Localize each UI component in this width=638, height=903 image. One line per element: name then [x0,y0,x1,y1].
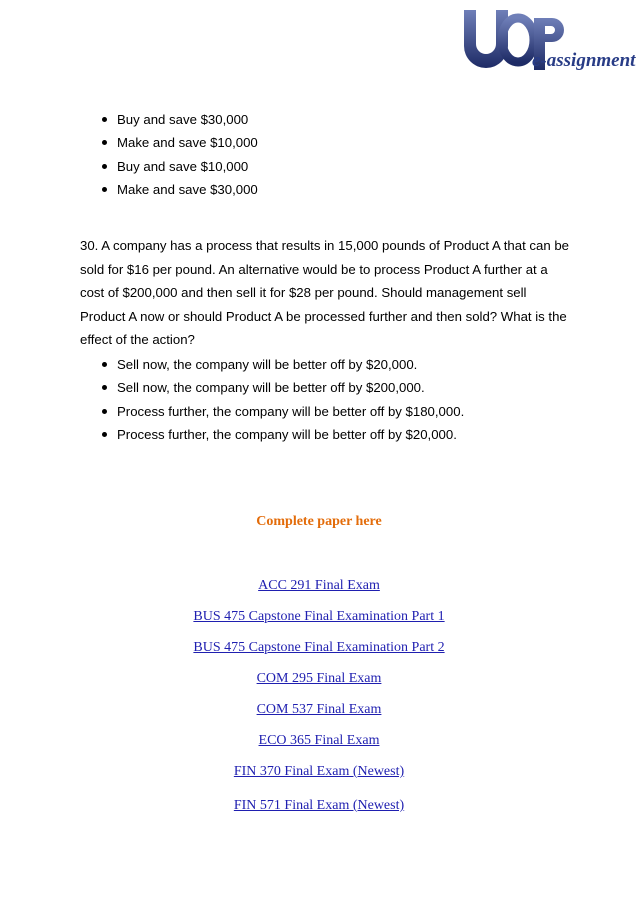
complete-paper-heading: Complete paper here [256,514,382,529]
uop-e-assignment-logo [462,4,636,74]
link-com-537[interactable]: COM 537 Final Exam [256,702,382,717]
link-acc-291[interactable]: ACC 291 Final Exam [258,578,380,593]
link-bus-475-part-1[interactable]: BUS 475 Capstone Final Examination Part 1 [193,609,445,624]
logo-tagline: e-assignment [532,50,636,71]
list-item: Process further, the company will be better off by $20,000. [80,423,464,446]
list-item: Process further, the company will be better off by $180,000. [80,400,464,423]
link-fin-571[interactable]: FIN 571 Final Exam (Newest) [233,798,405,813]
question-text: 30. A company has a process that results in 15,000 pounds of Product A that can be sold for $16 per pound. An alternative would be to process Product A further at a cost of $200,000 and then sell it for $28 per pound. Should management sell Product A now or should Product A be processed further and then sold? What is the effect of the action? [80,238,569,348]
list-item: Buy and save $30,000 [80,108,258,131]
list-item: Sell now, the company will be better off by $20,000. [80,353,464,376]
list-item: Sell now, the company will be better off by $200,000. [80,376,464,399]
link-eco-365[interactable]: ECO 365 Final Exam [258,733,380,748]
list-item: Make and save $10,000 [80,131,258,154]
link-bus-475-part-2[interactable]: BUS 475 Capstone Final Examination Part 2 [193,640,445,655]
link-fin-370[interactable]: FIN 370 Final Exam (Newest) [233,764,405,779]
answer-options-previous [80,108,258,201]
exam-links-list [0,576,638,827]
list-item: Buy and save $10,000 [80,155,258,178]
answer-options-question-30 [80,353,464,446]
link-com-295[interactable]: COM 295 Final Exam [256,671,382,686]
list-item: Make and save $30,000 [80,178,258,201]
question-30 [80,234,572,352]
